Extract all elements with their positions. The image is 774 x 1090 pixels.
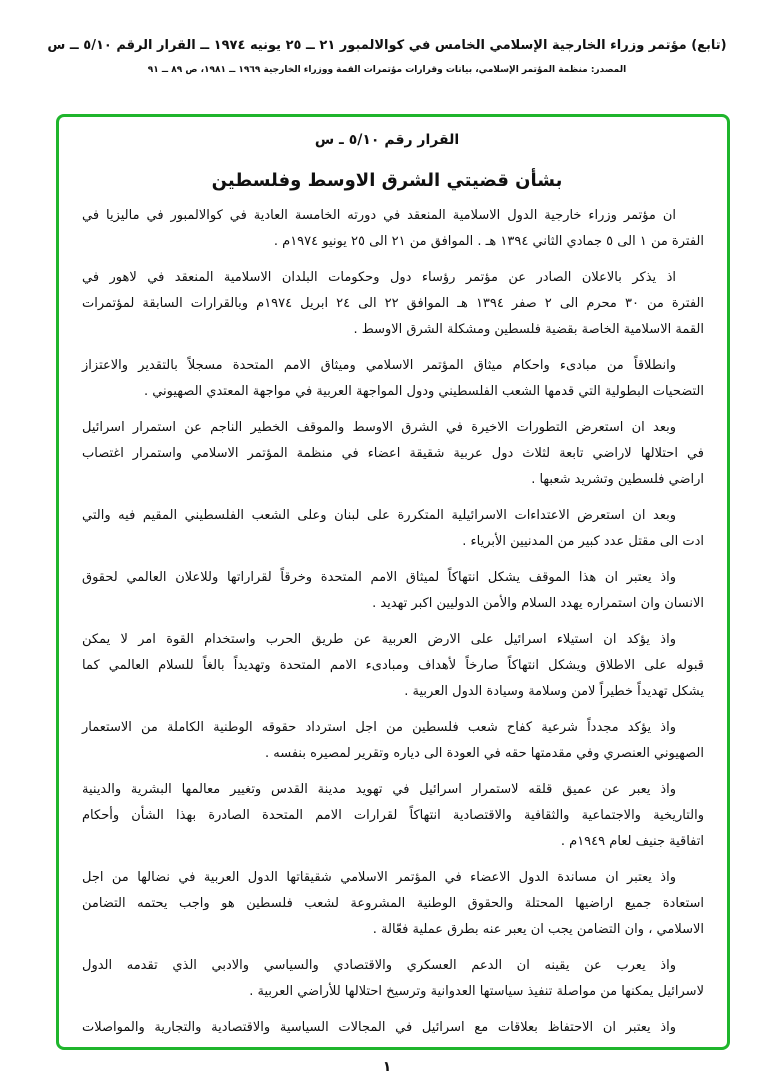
paragraph-line: استعادة جميع اراضيها المحتلة والحقوق الوطنية المشروعة لشعب فلسطين هو واجب يحتمه التضامن xyxy=(82,896,704,911)
paragraph-line: اذ يذكر بالاعلان الصادر عن مؤتمر رؤساء دول وحكومات البلدان الاسلامية المنعقد في لاهور في xyxy=(82,270,676,285)
resolution-title: بشأن قضيتي الشرق الاوسط وفلسطين xyxy=(211,170,563,191)
document-header-title: (تابع) مؤتمر وزراء الخارجية الإسلامي الخامس في كوالالمبور ٢١ ــ ٢٥ يونيه ١٩٧٤ ــ القرار الرقم ٥/١٠ ــ س xyxy=(47,38,727,53)
paragraph xyxy=(82,503,704,555)
paragraph xyxy=(82,265,704,343)
paragraph-line: الفترة من ٣٠ محرم الى ٢ صفر ١٣٩٤ هـ الموافق ٢٢ الى ٢٤ ابريل ١٩٧٤م وبالقرارات السابقة لمؤتمرات xyxy=(82,296,704,311)
paragraph-line: واذ يؤكد مجدداً شرعية كفاح شعب فلسطين من اجل استرداد حقوقه الوطنية الكاملة من الاستعمار xyxy=(82,720,676,735)
paragraph xyxy=(82,353,704,405)
paragraph-line: اراضي فلسطين وتشريد شعبها . xyxy=(531,472,704,487)
paragraph-line: واذ يعتبر ان مساندة الدول الاعضاء في المؤتمر الاسلامي شقيقاتها الدول العربية في نضالها من اجل xyxy=(82,870,676,885)
resolution-number: القرار رقم ٥/١٠ ـ س xyxy=(314,132,460,148)
paragraph-line: الانسان وان استمراره يهدد السلام والأمن الدوليين اكبر تهديد . xyxy=(372,596,704,611)
paragraph-line: الصهيوني العنصري وفي مقدمتها حقه في العودة الى دياره وتقرير لمصيره بنفسه . xyxy=(264,746,704,761)
paragraph-line: الفترة من ١ الى ٥ جمادي الثاني ١٣٩٤ هـ . الموافق من ٢١ الى ٢٥ يونيو ١٩٧٤م . xyxy=(273,234,704,249)
paragraph-line: والتاريخية والاجتماعية والثقافية والاقتصادية انتهاكاً لقرارات الامم المتحدة الصادرة بهذا الشأن وأحكام xyxy=(82,808,704,823)
paragraph xyxy=(82,565,704,617)
paragraph-line: واذ يعبر عن عميق قلقه لاستمرار اسرائيل في تهويد مدينة القدس وتغيير معالمها البشرية والدينية xyxy=(82,782,676,797)
paragraph-line: يشكل تهديداً خطيراً لامن وسلامة وسيادة الدول العربية . xyxy=(404,684,704,699)
paragraph-line: قبوله على الاطلاق ويشكل انتهاكاً صارخاً لأهداف ومبادىء الامم المتحدة وتهديداً بالغاً للسلام العالمي كما xyxy=(82,658,704,673)
paragraph-line: التضحيات البطولية التي قدمها الشعب الفلسطيني ودول المواجهة العربية في مواجهة المعتدي الصهيوني . xyxy=(143,384,704,399)
paragraph xyxy=(82,865,704,943)
paragraph-line: ان مؤتمر وزراء خارجية الدول الاسلامية المنعقد في دورته الخامسة العادية في كوالالمبور في ماليزيا في xyxy=(82,208,676,223)
paragraph xyxy=(82,1015,704,1041)
paragraph xyxy=(82,415,704,493)
paragraph xyxy=(82,777,704,855)
paragraph-line: ادت الى مقتل عدد كبير من المدنيين الأبرياء . xyxy=(462,534,704,549)
paragraph-line: وبعد ان استعرض الاعتداءات الاسرائيلية المتكررة على لبنان وعلى الشعب الفلسطيني المقيم فيه والتي xyxy=(82,508,676,523)
paragraph-line: وبعد ان استعرض التطورات الاخيرة في الشرق الاوسط والموقف الخطير الناجم عن استمرار اسرائيل xyxy=(82,420,676,435)
paragraph-line: لاسرائيل يمكنها من مواصلة تنفيذ سياستها العدوانية وترسيخ احتلالها للأراضي العربية . xyxy=(249,984,704,999)
paragraph-line: القمة الاسلامية الخاصة بقضية فلسطين ومشكلة الشرق الاوسط . xyxy=(353,322,704,337)
paragraph-line: في احتلالها لاراضي تابعة لثلاث دول عربية شقيقة اعضاء في منظمة المؤتمر الاسلامي واستمرار اغتصاب xyxy=(82,446,704,461)
paragraph-line: اتفاقية جنيف لعام ١٩٤٩م . xyxy=(560,834,704,849)
paragraph xyxy=(82,203,704,255)
paragraph-line: واذ يؤكد ان استيلاء اسرائيل على الارض العربية عن طريق الحرب واستخدام القوة امر لا يمكن xyxy=(82,632,676,647)
paragraph-line: واذ يعتبر ان الاحتفاظ بعلاقات مع اسرائيل في المجالات السياسية والاقتصادية والتجارية والمواصلات xyxy=(82,1020,676,1035)
paragraph xyxy=(82,715,704,767)
page-number: ١ xyxy=(382,1059,392,1075)
paragraph-line: الاسلامي ، وان التضامن يجب ان يعبر عنه بطرق عملية فعّالة . xyxy=(372,922,704,937)
paragraph-line: واذ يعرب عن يقينه ان الدعم العسكري والاقتصادي والسياسي والادبي الذي تقدمه الدول xyxy=(82,958,676,973)
document-source: المصدر: منظمة المؤتمر الإسلامي، بيانات وقرارات مؤتمرات القمة ووزراء الخارجية ١٩٦٩ ــ ١٩٨١، ص ٨٩ ــ ٩١ xyxy=(147,65,627,75)
paragraph xyxy=(82,953,704,1005)
paragraph-line: وانطلاقاً من مبادىء واحكام ميثاق المؤتمر الاسلامي وميثاق الامم المتحدة مسجلاً بالتقدير والاعتزاز xyxy=(82,358,676,373)
paragraph-line: واذ يعتبر ان هذا الموقف يشكل انتهاكاً لميثاق الامم المتحدة وخرقاً لقراراتها وللاعلان العالمي لحقوق xyxy=(82,570,676,585)
resolution-body xyxy=(82,203,704,1051)
paragraph xyxy=(82,627,704,705)
